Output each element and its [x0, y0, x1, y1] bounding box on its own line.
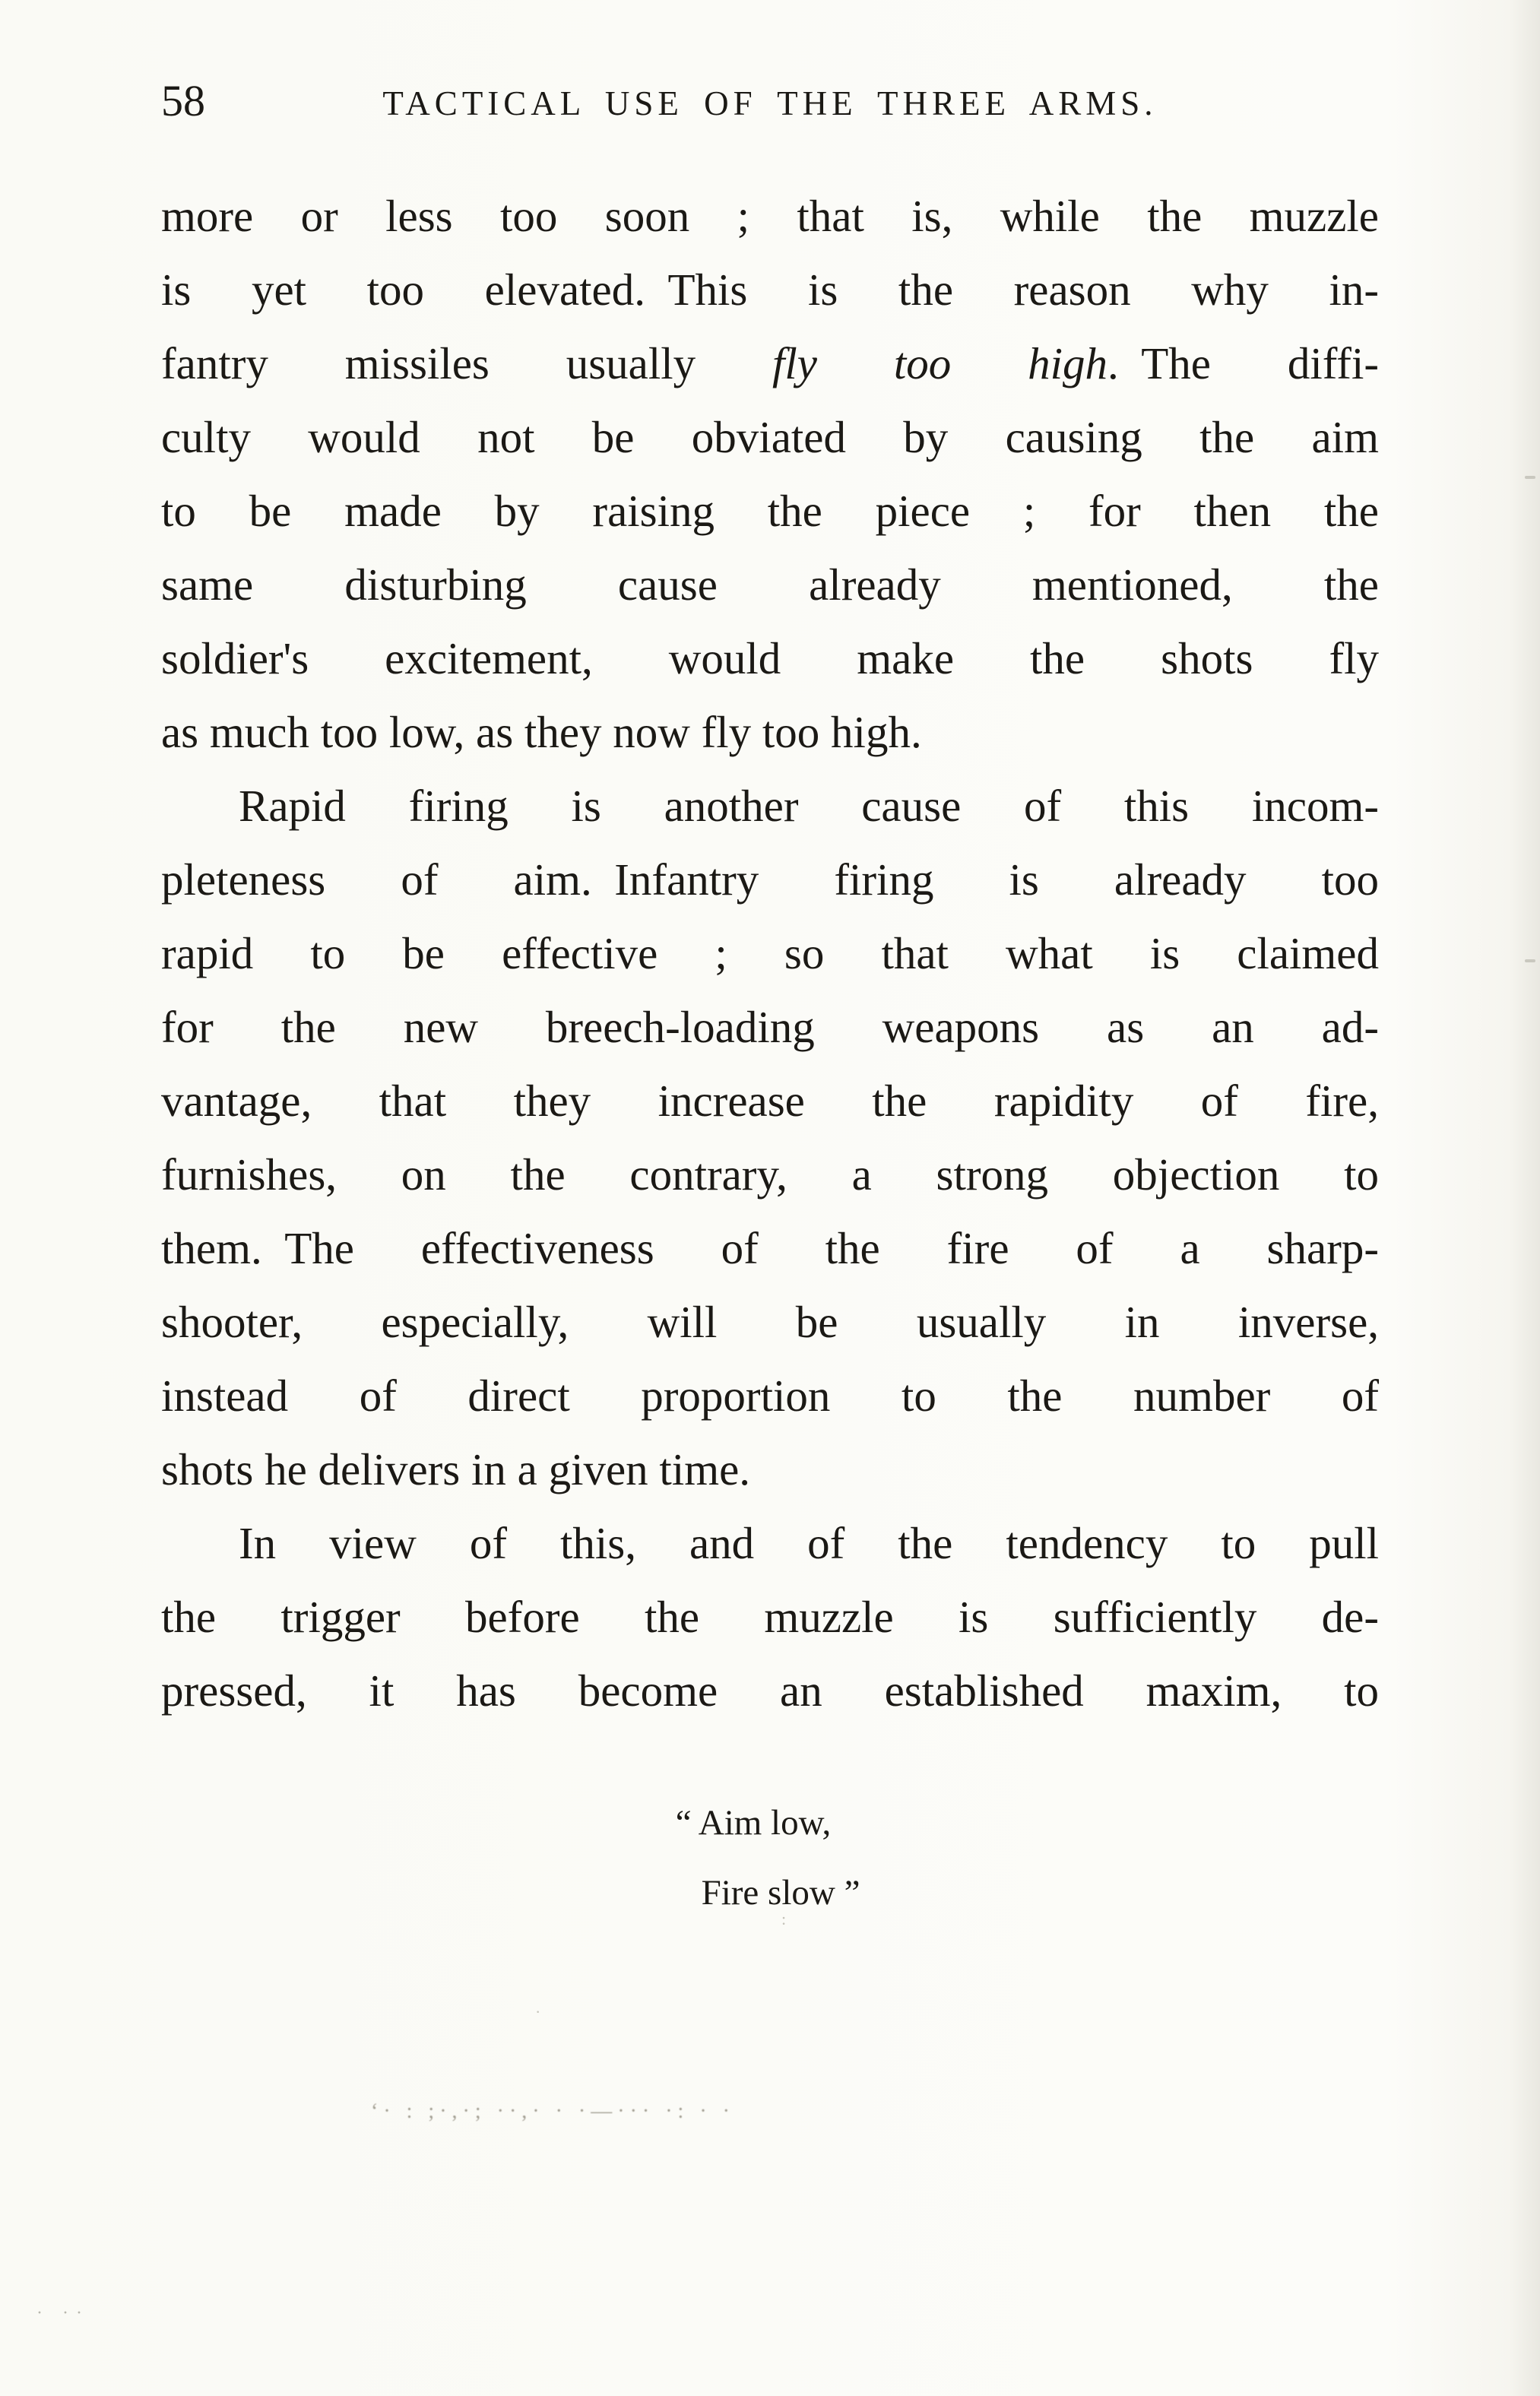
running-head	[161, 76, 1379, 140]
page-body	[161, 179, 1379, 1728]
scan-speck: :	[781, 1910, 787, 1929]
text-line: Rapid firing is another cause of this incom-	[239, 781, 1379, 831]
scan-speck: · ··	[36, 2303, 90, 2323]
quote-block	[0, 1788, 1540, 1928]
text-line: same disturbing cause already mentioned, the	[161, 559, 1379, 610]
text-line: more or less too soon ; that is, while the muzzle	[161, 191, 1379, 241]
text-line: pressed, it has become an established maxim, to	[161, 1665, 1379, 1716]
quote-line: “ Aim low,	[675, 1803, 832, 1843]
text-line: culty would not be obviated by causing the aim	[161, 412, 1379, 462]
text-line: for the new breech-loading weapons as an ad-	[161, 1002, 1379, 1052]
text-line: furnishes, on the contrary, a strong objection to	[161, 1149, 1379, 1200]
page-number: 58	[161, 76, 205, 125]
text-run: fantry missiles usually	[161, 338, 773, 388]
text-line: In view of this, and of the tendency to pull	[239, 1518, 1379, 1568]
text-line: vantage, that they increase the rapidity of fire,	[161, 1076, 1379, 1126]
text-line: soldier's excitement, would make the shots fly	[161, 633, 1379, 683]
paragraph-3	[161, 1507, 1379, 1728]
scan-smudge: ‘· : ;·,·; ··,· · ·—··· ·: · ·	[371, 2100, 735, 2123]
scan-edge-mark	[1525, 959, 1535, 962]
running-title: TACTICAL USE OF THE THREE ARMS.	[382, 84, 1158, 122]
text-line: to be made by raising the piece ; for then the	[161, 486, 1379, 536]
text-line: shots he delivers in a given time.	[161, 1444, 751, 1494]
paragraph-2	[161, 769, 1379, 1507]
scan-edge-mark	[1525, 476, 1535, 479]
text-line: rapid to be effective ; so that what is claimed	[161, 928, 1379, 978]
text-line	[161, 327, 1379, 401]
text-line: shooter, especially, will be usually in inverse,	[161, 1297, 1379, 1347]
paragraph-1	[161, 179, 1379, 769]
text-line: instead of direct proportion to the number of	[161, 1371, 1379, 1421]
text-line: them. The effectiveness of the fire of a sharp-	[161, 1223, 1379, 1273]
text-line: pleteness of aim. Infantry firing is already too	[161, 854, 1379, 905]
scan-speck: ·	[535, 2002, 541, 2021]
italic-text: fly too high	[772, 338, 1107, 388]
quote-line: Fire slow ”	[701, 1873, 860, 1913]
text-line: the trigger before the muzzle is sufficiently de-	[161, 1592, 1379, 1642]
text-line: as much too low, as they now fly too high.	[161, 707, 922, 757]
text-line: is yet too elevated. This is the reason why in-	[161, 265, 1379, 315]
text-run: . The diffi-	[1107, 338, 1379, 388]
